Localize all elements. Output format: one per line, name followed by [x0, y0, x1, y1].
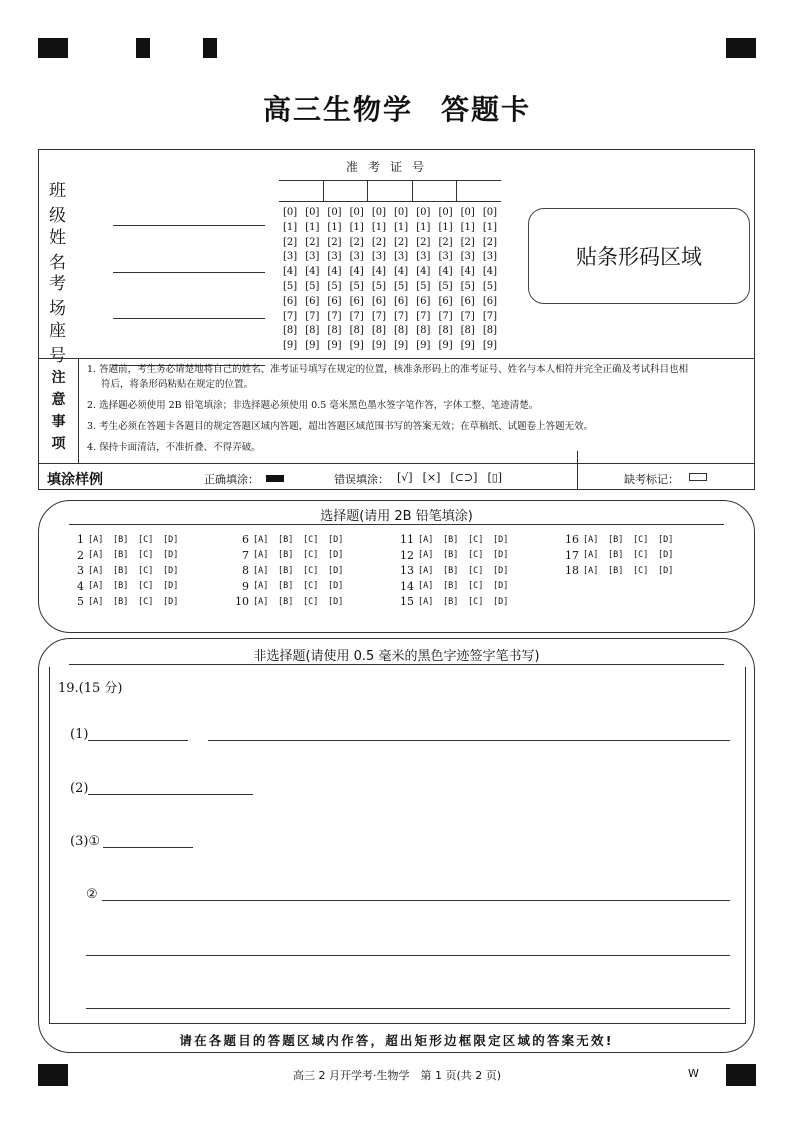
digit-bubble[interactable]: [0]: [394, 207, 409, 218]
option-bubble[interactable]: [B]: [113, 596, 129, 607]
version-code: W: [688, 1067, 699, 1080]
digit-bubble[interactable]: [5]: [416, 280, 431, 292]
option-bubble[interactable]: [D]: [163, 581, 179, 592]
multiple-choice-section: [38, 500, 755, 633]
class-label: 班 级: [49, 181, 80, 226]
page-title: [0, 88, 794, 128]
option-bubble[interactable]: [A]: [253, 581, 269, 592]
digit-bubble[interactable]: [3]: [394, 251, 409, 263]
digit-row: [279, 236, 501, 251]
option-bubble[interactable]: [B]: [278, 534, 294, 545]
room-label: 考 场: [49, 274, 80, 319]
wrong-sample: [×]: [422, 471, 441, 484]
question-number: 8: [242, 564, 249, 578]
wrong-fill-label: 错误填涂：: [334, 473, 389, 486]
question-19-title: 19.(15 分): [58, 681, 123, 696]
option-bubble[interactable]: [B]: [443, 565, 459, 576]
digit-bubble[interactable]: [7]: [349, 310, 364, 322]
option-bubble[interactable]: [D]: [493, 534, 509, 545]
digit-bubble[interactable]: [1]: [327, 221, 342, 233]
option-bubble[interactable]: [A]: [418, 581, 434, 592]
digit-bubble[interactable]: [3]: [482, 251, 498, 263]
exam-number-boxes[interactable]: [279, 180, 501, 202]
option-bubble[interactable]: [A]: [253, 565, 269, 576]
option-bubble[interactable]: [A]: [418, 550, 434, 561]
answer-area-warning: 请在各题目的答题区域内作答，超出矩形边框限定区域的答案无效!: [179, 1033, 614, 1048]
notice-item-2: 2. 选择题必须使用 2B 铅笔填涂；非选择题必须使用 0.5 毫米黑色墨水签字笔作答，字体工整、笔迹清楚。: [87, 400, 539, 411]
q19-part3-label: (3)①: [70, 834, 101, 849]
option-bubble[interactable]: [C]: [138, 565, 154, 576]
name-label: 姓 名: [49, 228, 80, 273]
q19-part3-line-d[interactable]: [86, 1008, 730, 1009]
option-bubble[interactable]: [A]: [253, 550, 269, 561]
absent-mark-label: 缺考标记：: [624, 473, 679, 486]
candidate-info-box: [38, 149, 755, 490]
question-number: 16: [565, 533, 579, 547]
question-number: 4: [77, 579, 84, 593]
class-field[interactable]: [49, 176, 265, 226]
title-sub: 答题卡: [441, 93, 532, 126]
digit-bubble[interactable]: [0]: [438, 207, 453, 218]
notice-item-1: 1. 答题前，考生务必请楚地将自己的姓名、准考证号填写在规定的位置，核准条形码上的准考证号、姓名与本人相符并完全正确及考试科目也相: [87, 364, 689, 375]
digit-bubble[interactable]: [2]: [438, 236, 453, 248]
digit-bubble[interactable]: [8]: [394, 325, 409, 337]
option-bubble[interactable]: [A]: [583, 565, 599, 576]
option-bubble[interactable]: [C]: [138, 596, 154, 607]
option-bubble[interactable]: [D]: [658, 534, 674, 545]
digit-bubble[interactable]: [2]: [482, 236, 498, 248]
page-footer: 高三 2 月开学考·生物学 第 1 页(共 2 页): [292, 1069, 502, 1082]
digit-bubble[interactable]: [8]: [371, 325, 386, 337]
digit-bubble[interactable]: [8]: [460, 325, 475, 337]
digit-bubble[interactable]: [9]: [371, 340, 386, 352]
digit-bubble[interactable]: [6]: [349, 295, 364, 307]
choice-question-row: [64, 532, 229, 548]
q19-part1-label: (1): [70, 727, 89, 742]
fill-example-row: [39, 463, 754, 490]
option-bubble[interactable]: [D]: [328, 565, 344, 576]
choice-column: [64, 532, 229, 610]
question-number: 17: [565, 548, 579, 562]
option-bubble[interactable]: [D]: [658, 565, 674, 576]
digit-bubble[interactable]: [9]: [438, 340, 453, 352]
digit-bubble[interactable]: [9]: [394, 340, 409, 352]
digit-bubble[interactable]: [2]: [460, 236, 475, 248]
question-number: 12: [400, 548, 414, 562]
digit-bubble[interactable]: [4]: [460, 266, 475, 278]
divider: [69, 664, 724, 665]
question-number: 10: [235, 595, 249, 609]
digit-row: [279, 295, 501, 310]
non-choice-section: [38, 638, 755, 1053]
option-bubble[interactable]: [B]: [443, 534, 459, 545]
notice-char: 意: [51, 391, 66, 408]
registration-mark-top-mid2: [203, 38, 217, 58]
digit-bubble[interactable]: [7]: [482, 310, 498, 322]
digit-row: [279, 250, 501, 265]
digit-bubble[interactable]: [9]: [416, 340, 431, 352]
digit-bubble[interactable]: [8]: [305, 325, 320, 337]
digit-bubble[interactable]: [5]: [327, 280, 342, 292]
option-bubble[interactable]: [B]: [608, 534, 624, 545]
digit-bubble[interactable]: [1]: [416, 221, 431, 233]
q19-part3b-label: ②: [86, 887, 98, 902]
choice-question-row: [64, 563, 229, 579]
digit-bubble[interactable]: [4]: [305, 266, 320, 278]
option-bubble[interactable]: [C]: [468, 534, 484, 545]
option-bubble[interactable]: [B]: [278, 596, 294, 607]
digit-bubble[interactable]: [6]: [438, 295, 453, 307]
option-bubble[interactable]: [A]: [88, 565, 104, 576]
wrong-sample: [⊂⊃]: [450, 471, 478, 484]
question-number: 13: [400, 564, 414, 578]
option-bubble[interactable]: [B]: [608, 565, 624, 576]
question-number: 2: [77, 548, 84, 562]
option-bubble[interactable]: [C]: [468, 596, 484, 607]
digit-bubble[interactable]: [4]: [416, 266, 431, 278]
option-bubble[interactable]: [B]: [443, 550, 459, 561]
digit-bubble[interactable]: [7]: [460, 310, 475, 322]
digit-bubble[interactable]: [8]: [349, 325, 364, 337]
choice-question-row: [229, 563, 394, 579]
barcode-label: 贴条形码区域: [576, 245, 702, 269]
digit-bubble[interactable]: [3]: [438, 251, 453, 263]
notice-char: 事: [51, 413, 66, 430]
digit-bubble[interactable]: [1]: [394, 221, 409, 233]
digit-bubble[interactable]: [1]: [283, 221, 298, 233]
digit-bubble[interactable]: [4]: [327, 266, 342, 278]
nonchoice-section-header: 非选择题(请使用 0.5 毫米的黑色字迹签字笔书写): [253, 649, 540, 664]
exam-number-label: 准考证号: [345, 160, 434, 174]
notice-char: 项: [51, 435, 66, 452]
option-bubble[interactable]: [C]: [303, 550, 319, 561]
option-bubble[interactable]: [C]: [633, 550, 649, 561]
option-bubble[interactable]: [B]: [278, 581, 294, 592]
option-bubble[interactable]: [B]: [443, 581, 459, 592]
option-bubble[interactable]: [D]: [163, 596, 179, 607]
digit-bubble[interactable]: [8]: [482, 325, 498, 337]
choice-question-row: [64, 579, 229, 595]
digit-bubble[interactable]: [0]: [327, 207, 342, 218]
digit-bubble[interactable]: [5]: [438, 280, 453, 292]
digit-bubble[interactable]: [5]: [394, 280, 409, 292]
digit-bubble[interactable]: [2]: [327, 236, 342, 248]
digit-bubble[interactable]: [5]: [482, 280, 498, 292]
option-bubble[interactable]: [C]: [633, 565, 649, 576]
option-bubble[interactable]: [A]: [583, 550, 599, 561]
wrong-fill-samples: [397, 471, 502, 484]
digit-bubble[interactable]: [3]: [416, 251, 431, 263]
option-bubble[interactable]: [D]: [658, 550, 674, 561]
option-bubble[interactable]: [C]: [138, 581, 154, 592]
notice-item-1-cont: 符后，将条形码粘贴在规定的位置。: [101, 379, 254, 390]
option-bubble[interactable]: [C]: [303, 565, 319, 576]
digit-bubble[interactable]: [7]: [283, 310, 298, 322]
digit-bubble[interactable]: [2]: [371, 236, 386, 248]
digit-bubble[interactable]: [3]: [460, 251, 475, 263]
choice-question-row: [559, 563, 724, 579]
choice-column: [229, 532, 394, 610]
option-bubble[interactable]: [C]: [138, 550, 154, 561]
choice-question-row: [394, 563, 559, 579]
choice-question-row: [394, 532, 559, 548]
choice-question-row: [229, 532, 394, 548]
option-bubble[interactable]: [A]: [418, 534, 434, 545]
notice-item-4: 4. 保持卡面清洁，不准折叠、不得弄破。: [87, 442, 261, 453]
digit-bubble[interactable]: [9]: [327, 340, 342, 352]
divider: [39, 358, 754, 359]
choice-question-row: [229, 548, 394, 564]
digit-bubble[interactable]: [5]: [283, 280, 298, 292]
option-bubble[interactable]: [D]: [493, 581, 509, 592]
option-bubble[interactable]: [C]: [633, 534, 649, 545]
option-bubble[interactable]: [D]: [163, 565, 179, 576]
digit-bubble[interactable]: [9]: [482, 340, 498, 352]
digit-bubble[interactable]: [7]: [438, 310, 453, 322]
digit-bubble[interactable]: [3]: [349, 251, 364, 263]
digit-bubble[interactable]: [2]: [416, 236, 431, 248]
digit-bubble[interactable]: [9]: [460, 340, 475, 352]
digit-bubble[interactable]: [8]: [327, 325, 342, 337]
digit-bubble[interactable]: [7]: [371, 310, 386, 322]
digit-bubble[interactable]: [0]: [416, 207, 431, 218]
digit-bubble[interactable]: [6]: [482, 295, 498, 307]
digit-bubble[interactable]: [6]: [371, 295, 386, 307]
room-field[interactable]: [49, 269, 265, 319]
option-bubble[interactable]: [A]: [583, 534, 599, 545]
digit-bubble[interactable]: [1]: [349, 221, 364, 233]
option-bubble[interactable]: [A]: [88, 581, 104, 592]
registration-mark-top-right: [726, 38, 756, 58]
choice-column: [394, 532, 559, 610]
option-bubble[interactable]: [D]: [328, 596, 344, 607]
wrong-sample: [▯]: [487, 471, 503, 484]
option-bubble[interactable]: [D]: [328, 534, 344, 545]
option-bubble[interactable]: [B]: [443, 596, 459, 607]
option-bubble[interactable]: [D]: [163, 534, 179, 545]
digit-bubble[interactable]: [5]: [460, 280, 475, 292]
option-bubble[interactable]: [D]: [328, 550, 344, 561]
answer-area-q19[interactable]: [49, 667, 746, 1024]
digit-bubble[interactable]: [0]: [283, 207, 298, 218]
digit-bubble[interactable]: [3]: [283, 251, 298, 263]
option-bubble[interactable]: [D]: [493, 550, 509, 561]
choice-question-row: [394, 594, 559, 610]
digit-bubble[interactable]: [3]: [305, 251, 320, 263]
option-bubble[interactable]: [A]: [88, 550, 104, 561]
digit-bubble[interactable]: [9]: [283, 340, 298, 352]
digit-bubble[interactable]: [6]: [305, 295, 320, 307]
digit-bubble[interactable]: [2]: [394, 236, 409, 248]
question-number: 3: [77, 564, 84, 578]
name-field[interactable]: [49, 223, 265, 273]
digit-row: [279, 324, 501, 339]
correct-fill-label: 正确填涂：: [204, 473, 259, 486]
digit-bubble[interactable]: [9]: [305, 340, 320, 352]
option-bubble[interactable]: [C]: [468, 550, 484, 561]
digit-bubble[interactable]: [4]: [349, 266, 364, 278]
digit-bubble[interactable]: [7]: [416, 310, 431, 322]
digit-bubble[interactable]: [4]: [482, 266, 498, 278]
q19-part1-line-b[interactable]: [208, 740, 730, 741]
q19-part3-line-b[interactable]: [102, 900, 730, 901]
option-bubble[interactable]: [C]: [303, 534, 319, 545]
digit-bubble[interactable]: [4]: [283, 266, 298, 278]
barcode-area: [528, 208, 750, 304]
digit-bubble[interactable]: [7]: [327, 310, 342, 322]
option-bubble[interactable]: [C]: [468, 565, 484, 576]
digit-bubble[interactable]: [5]: [305, 280, 320, 292]
digit-bubble[interactable]: [1]: [460, 221, 475, 233]
q19-part3-line-a[interactable]: [103, 847, 193, 848]
option-bubble[interactable]: [B]: [278, 550, 294, 561]
option-bubble[interactable]: [B]: [113, 565, 129, 576]
choice-column: [559, 532, 724, 610]
digit-bubble[interactable]: [2]: [349, 236, 364, 248]
digit-bubble[interactable]: [4]: [438, 266, 453, 278]
notice-char: 注: [51, 369, 66, 386]
divider: [577, 451, 578, 490]
digit-bubble[interactable]: [5]: [371, 280, 386, 292]
question-number: 18: [565, 564, 579, 578]
digit-row: [279, 280, 501, 295]
seat-label: 座 号: [49, 321, 80, 366]
q19-part2-line[interactable]: [88, 794, 253, 795]
option-bubble[interactable]: [B]: [113, 534, 129, 545]
digit-bubble[interactable]: [6]: [394, 295, 409, 307]
digit-bubble[interactable]: [0]: [371, 207, 386, 218]
absent-mark-box[interactable]: [689, 473, 707, 481]
question-number: 15: [400, 595, 414, 609]
question-number: 7: [242, 548, 249, 562]
digit-bubble[interactable]: [9]: [349, 340, 364, 352]
digit-row: [279, 221, 501, 236]
option-bubble[interactable]: [A]: [418, 596, 434, 607]
digit-bubble[interactable]: [7]: [394, 310, 409, 322]
option-bubble[interactable]: [C]: [303, 581, 319, 592]
option-bubble[interactable]: [A]: [88, 596, 104, 607]
q19-part3-line-c[interactable]: [86, 955, 730, 956]
digit-bubble[interactable]: [5]: [349, 280, 364, 292]
choice-question-row: [394, 579, 559, 595]
question-number: 5: [77, 595, 84, 609]
question-number: 14: [400, 579, 414, 593]
choice-question-row: [64, 594, 229, 610]
exam-number-bubble-grid[interactable]: [279, 206, 501, 354]
notice-item-3: 3. 考生必须在答题卡各题目的规定答题区域内答题，超出答题区域范围书写的答案无效；在草稿纸、试题卷上答题无效。: [87, 421, 594, 432]
digit-bubble[interactable]: [1]: [438, 221, 453, 233]
option-bubble[interactable]: [B]: [608, 550, 624, 561]
digit-bubble[interactable]: [8]: [438, 325, 453, 337]
q19-part1-line-a[interactable]: [88, 740, 188, 741]
notice-list: [87, 362, 749, 461]
choice-question-row: [559, 532, 724, 548]
digit-bubble[interactable]: [4]: [371, 266, 386, 278]
choice-section-header: 选择题(请用 2B 铅笔填涂): [320, 509, 473, 524]
digit-bubble[interactable]: [0]: [460, 207, 475, 218]
digit-bubble[interactable]: [0]: [305, 207, 320, 218]
digit-bubble[interactable]: [8]: [283, 325, 298, 337]
wrong-sample: [√]: [397, 471, 413, 484]
digit-bubble[interactable]: [2]: [305, 236, 320, 248]
digit-bubble[interactable]: [1]: [482, 221, 498, 233]
option-bubble[interactable]: [B]: [113, 581, 129, 592]
option-bubble[interactable]: [D]: [163, 550, 179, 561]
option-bubble[interactable]: [D]: [493, 596, 509, 607]
question-number: 6: [242, 533, 249, 547]
question-number: 9: [242, 579, 249, 593]
digit-row: [279, 339, 501, 354]
digit-bubble[interactable]: [1]: [305, 221, 320, 233]
choice-question-row: [229, 579, 394, 595]
digit-bubble[interactable]: [6]: [327, 295, 342, 307]
digit-bubble[interactable]: [3]: [371, 251, 386, 263]
option-bubble[interactable]: [C]: [468, 581, 484, 592]
notice-heading: [39, 358, 79, 463]
digit-row: [279, 265, 501, 280]
digit-bubble[interactable]: [4]: [394, 266, 409, 278]
option-bubble[interactable]: [A]: [418, 565, 434, 576]
option-bubble[interactable]: [B]: [113, 550, 129, 561]
title-main: 高三生物学: [262, 93, 413, 126]
digit-bubble[interactable]: [3]: [327, 251, 342, 263]
digit-bubble[interactable]: [6]: [283, 295, 298, 307]
digit-bubble[interactable]: [1]: [371, 221, 386, 233]
correct-fill-sample: [266, 475, 284, 482]
fill-example-label: 填涂样例: [47, 472, 103, 488]
option-bubble[interactable]: [B]: [278, 565, 294, 576]
digit-row: [279, 206, 501, 221]
digit-bubble[interactable]: [6]: [416, 295, 431, 307]
digit-row: [279, 310, 501, 325]
option-bubble[interactable]: [A]: [88, 534, 104, 545]
choice-question-row: [64, 548, 229, 564]
option-bubble[interactable]: [D]: [493, 565, 509, 576]
registration-mark-top-left: [38, 38, 68, 58]
digit-bubble[interactable]: [0]: [482, 207, 498, 218]
question-number: 11: [400, 533, 414, 547]
choice-question-row: [394, 548, 559, 564]
choice-question-row: [229, 594, 394, 610]
option-bubble[interactable]: [C]: [138, 534, 154, 545]
question-number: 1: [77, 533, 84, 547]
digit-bubble[interactable]: [7]: [305, 310, 320, 322]
choice-columns: [64, 532, 724, 610]
divider: [69, 524, 724, 525]
digit-bubble[interactable]: [2]: [283, 236, 298, 248]
digit-bubble[interactable]: [6]: [460, 295, 475, 307]
option-bubble[interactable]: [A]: [253, 534, 269, 545]
q19-part2-label: (2): [70, 781, 89, 796]
option-bubble[interactable]: [D]: [328, 581, 344, 592]
choice-question-row: [559, 548, 724, 564]
option-bubble[interactable]: [C]: [303, 596, 319, 607]
option-bubble[interactable]: [A]: [253, 596, 269, 607]
registration-mark-top-mid1: [136, 38, 150, 58]
digit-bubble[interactable]: [0]: [349, 207, 364, 218]
digit-bubble[interactable]: [8]: [416, 325, 431, 337]
